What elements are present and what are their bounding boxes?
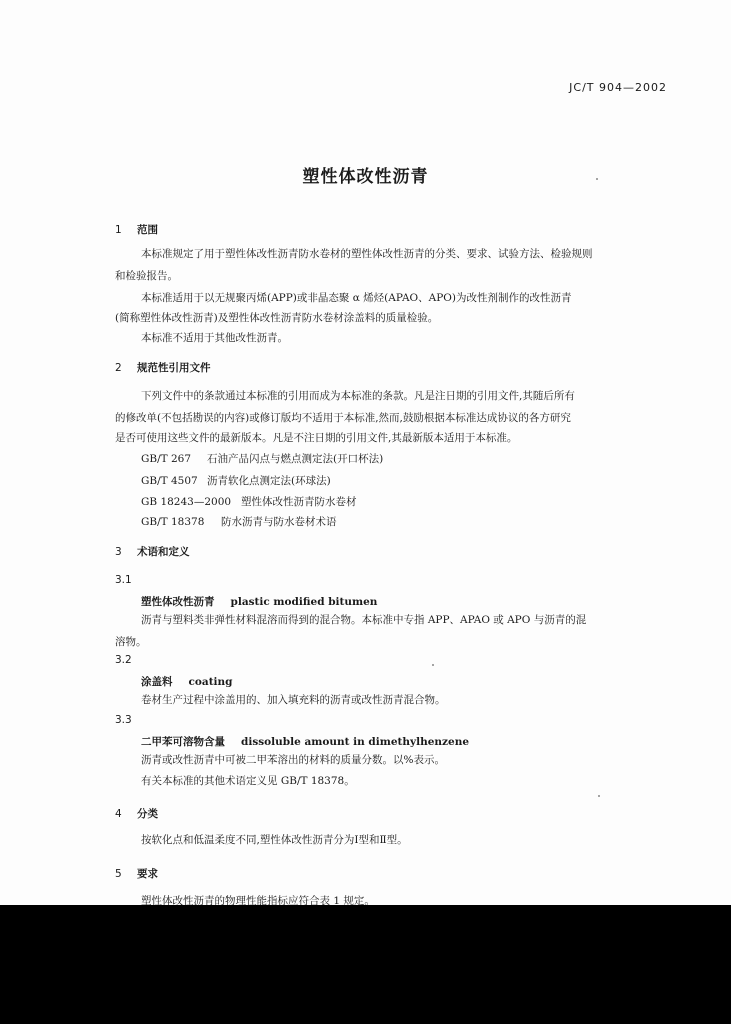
term-chinese: 涂盖料 (141, 676, 173, 688)
reference-title: 沥青软化点测定法(环球法) (207, 475, 331, 487)
paragraph-line: 本标准适用于以无规聚丙烯(APP)或非晶态聚 α 烯烃(APAO、APO)为改性剂制作的改性沥青 (141, 292, 572, 304)
paragraph-line: 的修改单(不包括勘误的内容)或修订版均不适用于本标准,然而,鼓励根据本标准达成协议的各方研究 (115, 412, 571, 424)
section-number: 4 (115, 808, 122, 820)
term-chinese: 二甲苯可溶物含量 (141, 736, 225, 748)
section-title: 范围 (137, 224, 158, 236)
term-heading (141, 734, 469, 749)
paragraph-line: 塑性体改性沥青的物理性能指标应符合表 1 规定。 (141, 895, 375, 905)
page-title: 塑性体改性沥青 (302, 167, 429, 187)
reference-item (141, 471, 331, 492)
reference-title: 塑性体改性沥青防水卷材 (241, 496, 357, 508)
section-title: 要求 (137, 868, 158, 880)
section-4-heading (115, 806, 158, 821)
clause-number: 3.2 (115, 654, 132, 666)
reference-code: GB/T 267 (141, 453, 192, 465)
paragraph-line: 下列文件中的条款通过本标准的引用而成为本标准的条款。凡是注日期的引用文件,其随后所有 (141, 390, 575, 402)
scan-black-border (0, 905, 731, 1024)
paragraph-line: 沥青与塑料类非弹性材料混溶而得到的混合物。本标准中专指 APP、APAO 或 APO 与沥青的混 (141, 614, 587, 626)
section-number: 5 (115, 868, 122, 880)
document-number: JC/T 904—2002 (569, 81, 667, 94)
paragraph-line: 和检验报告。 (115, 270, 178, 282)
term-heading (141, 674, 233, 689)
reference-title: 防水沥青与防水卷材术语 (221, 516, 337, 528)
clause-number: 3.3 (115, 714, 132, 726)
reference-code: GB 18243—2000 (141, 496, 232, 508)
paragraph-line: 按软化点和低温柔度不同,塑性体改性沥青分为Ⅰ型和Ⅱ型。 (141, 834, 408, 846)
term-english: dissoluble amount in dimethylhenzene (241, 736, 470, 748)
paragraph-line: 是否可使用这些文件的最新版本。凡是不注日期的引用文件,其最新版本适用于本标准。 (115, 432, 518, 444)
reference-item (141, 492, 357, 513)
scan-speck (596, 178, 598, 180)
paragraph-line: 本标准规定了用于塑性体改性沥青防水卷材的塑性体改性沥青的分类、要求、试验方法、检验规则 (141, 248, 593, 260)
section-1-heading (115, 222, 158, 237)
section-number: 2 (115, 362, 122, 374)
section-number: 3 (115, 546, 122, 558)
term-chinese: 塑性体改性沥青 (141, 596, 215, 608)
section-5-heading (115, 866, 158, 881)
paragraph-line: 溶物。 (115, 636, 147, 648)
paragraph-line: (简称塑性体改性沥青)及塑性体改性沥青防水卷材涂盖料的质量检验。 (115, 312, 439, 324)
scan-speck (432, 664, 434, 666)
term-english: plastic modified bitumen (230, 596, 378, 608)
reference-code: GB/T 18378 (141, 516, 205, 528)
scan-speck (598, 795, 600, 797)
paragraph-line: 卷材生产过程中涂盖用的、加入填充料的沥青或改性沥青混合物。 (141, 694, 446, 706)
section-2-heading (115, 360, 211, 375)
clause-number: 3.1 (115, 574, 132, 586)
section-3-heading (115, 544, 190, 559)
paragraph-line: 本标准不适用于其他改性沥青。 (141, 332, 288, 344)
reference-title: 石油产品闪点与燃点测定法(开口杯法) (207, 453, 384, 465)
section-title: 规范性引用文件 (137, 362, 211, 374)
term-heading (141, 594, 377, 609)
term-english: coating (188, 676, 233, 688)
section-title: 术语和定义 (137, 546, 190, 558)
reference-code: GB/T 4507 (141, 475, 198, 487)
section-title: 分类 (137, 808, 158, 820)
reference-item (141, 449, 383, 470)
paragraph-line: 沥青或改性沥青中可被二甲苯溶出的材料的质量分数。以%表示。 (141, 754, 445, 766)
paragraph-line: 有关本标准的其他术语定义见 GB/T 18378。 (141, 775, 355, 787)
section-number: 1 (115, 224, 122, 236)
reference-item (141, 512, 337, 533)
